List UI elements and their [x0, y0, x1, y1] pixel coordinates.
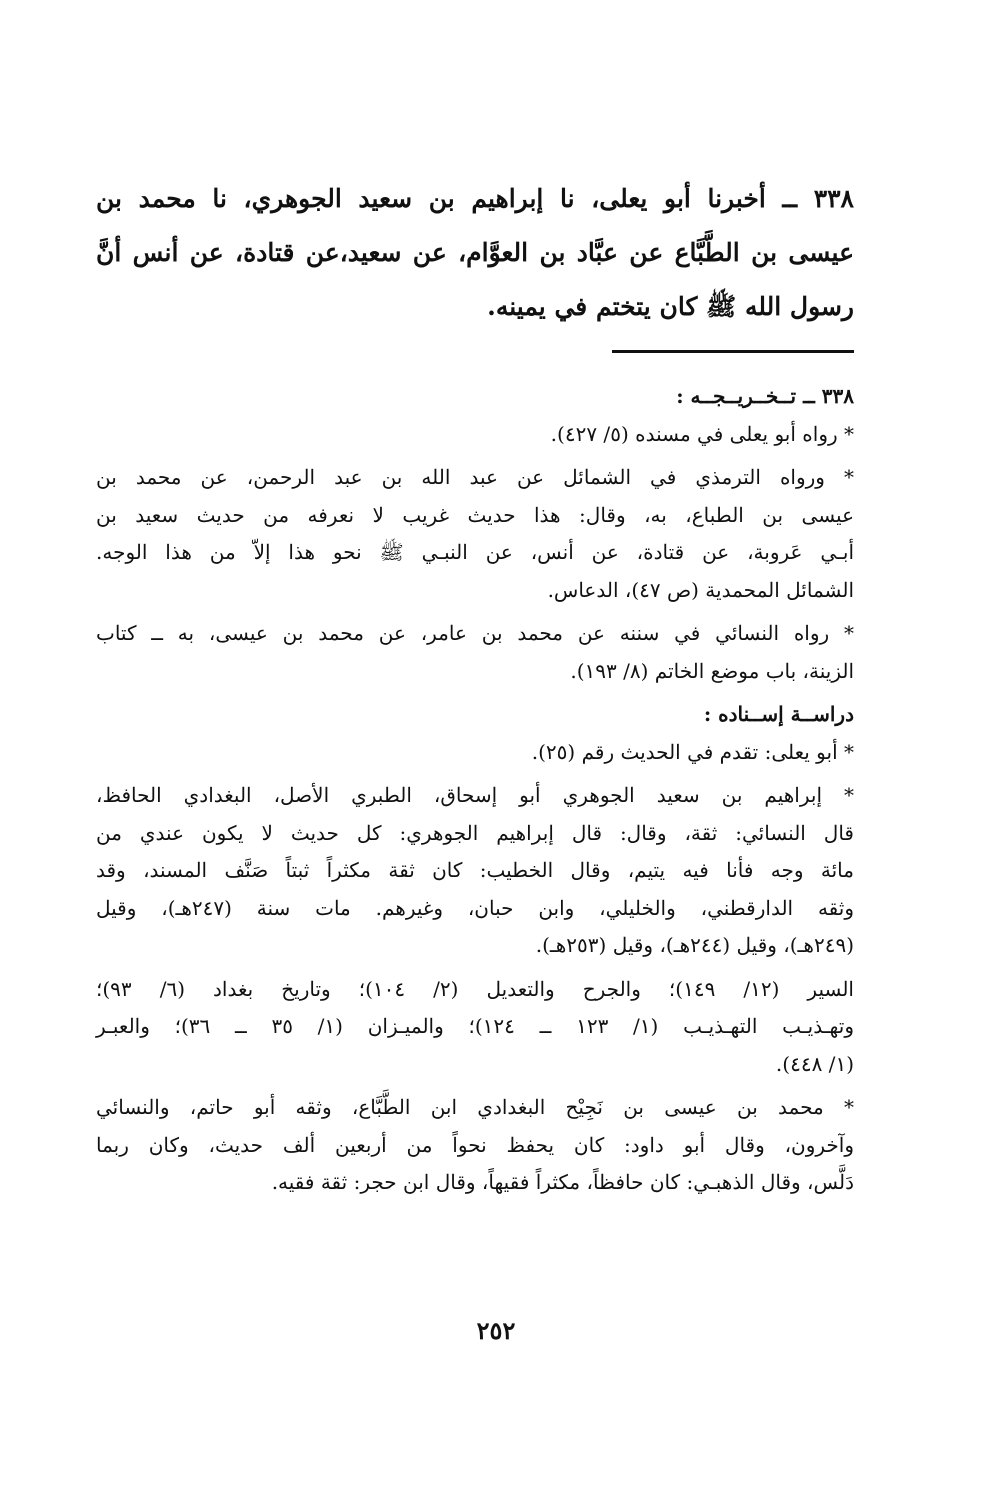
note-line: دَلَّس، وقال الذهبـي: كان حافظاً، مكثراً فقيهاً، وقال ابن حجر: ثقة فقيه.: [271, 1170, 854, 1194]
note-line: الشمائل المحمدية (ص ٤٧)، الدعاس.: [547, 577, 854, 602]
note-line: وثقه الدارقطني، والخليلي، وابن حبان، وغيرهم. مات سنة (٢٤٧هـ)، وقيل: [96, 895, 855, 920]
note-line: مائة وجه فأنا فيه يتيم، وقال الخطيب: كان ثقة مكثراً ثبتاً صَنَّف المسند، وقد: [96, 858, 854, 882]
note-line: وتهـذيـب التهـذيـب (١/ ١٢٣ ــ ١٢٤)؛ والميـزان (١/ ٣٥ ــ ٣٦)؛ والعبـر: [96, 1014, 855, 1038]
note-line: وآخرون، وقال أبو داود: كان يحفظ نحواً من أربعين ألف حديث، وكان ربما: [96, 1132, 854, 1157]
hadith-text: [96, 172, 854, 334]
note-line: * رواه النسائي في سننه عن محمد بن عامر، عن محمد بن عيسى، به ــ كتاب: [96, 621, 854, 645]
hadith-line: رسول الله ﷺ كان يتختم في يمينه.: [487, 292, 854, 321]
hadith-line: ٣٣٨ ــ أخبرنا أبو يعلى، نا إبراهيم بن سعيد الجوهري، نا محمد بن: [96, 184, 854, 213]
note-line: * رواه أبو يعلى في مسنده (٥/ ٤٢٧).: [550, 421, 854, 446]
note-paragraph: [96, 1089, 854, 1202]
note-line: الزينة، باب موضع الخاتم (٨/ ١٩٣).: [570, 658, 854, 683]
note-paragraph: [96, 416, 854, 454]
note-line: قال النسائي: ثقة، وقال: قال إبراهيم الجوهري: كل حديث لا يكون عندي من: [96, 820, 854, 845]
note-line: السير (١٢/ ١٤٩)؛ والجرح والتعديل (٢/ ١٠٤)؛ وتاريخ بغداد (٦/ ٩٣)؛: [96, 976, 854, 1001]
hadith-line: عيسى بن الطَّبَّاع عن عبَّاد بن العوَّام، عن سعيد،عن قتادة، عن أنس أنَّ: [96, 238, 854, 267]
note-line: * إبراهيم بن سعيد الجوهري أبو إسحاق، الطبري الأصل، البغدادي الحافظ،: [96, 783, 854, 807]
note-paragraph: [96, 459, 854, 609]
note-line: أبـي عَروبة، عن قتادة، عن أنس، عن النبـي ﷺ نحو هذا إلاّ من هذا الوجه.: [96, 540, 854, 564]
note-line: (٢٤٩هـ)، وقيل (٢٤٤هـ)، وقيل (٢٥٣هـ).: [535, 933, 854, 957]
note-line: * محمد بن عيسى بن نَجِيْح البغدادي ابن الطَّبَّاع، وثقه أبو حاتم، والنسائي: [96, 1095, 854, 1119]
note-line: (١/ ٤٤٨).: [775, 1051, 854, 1076]
note-line: عيسى بن الطباع، به، وقال: هذا حديث غريب لا نعرفه من حديث سعيد بن: [96, 502, 855, 527]
note-line: * ورواه الترمذي في الشمائل عن عبد الله بن عبد الرحمن، عن محمد بن: [96, 465, 854, 489]
note-paragraph: [96, 777, 854, 965]
note-paragraph: [96, 734, 854, 772]
isnad-heading: دراســة إســناده :: [703, 702, 854, 726]
note-line: * أبو يعلى: تقدم في الحديث رقم (٢٥).: [531, 739, 854, 764]
takhrij-heading: ٣٣٨ ــ تــخــريــجــه :: [676, 384, 854, 408]
footnote-divider: [612, 350, 854, 353]
footnotes: [96, 378, 854, 1208]
page-number: ٢٥٢: [476, 1316, 516, 1345]
note-paragraph: [96, 615, 854, 690]
note-paragraph: [96, 971, 854, 1084]
